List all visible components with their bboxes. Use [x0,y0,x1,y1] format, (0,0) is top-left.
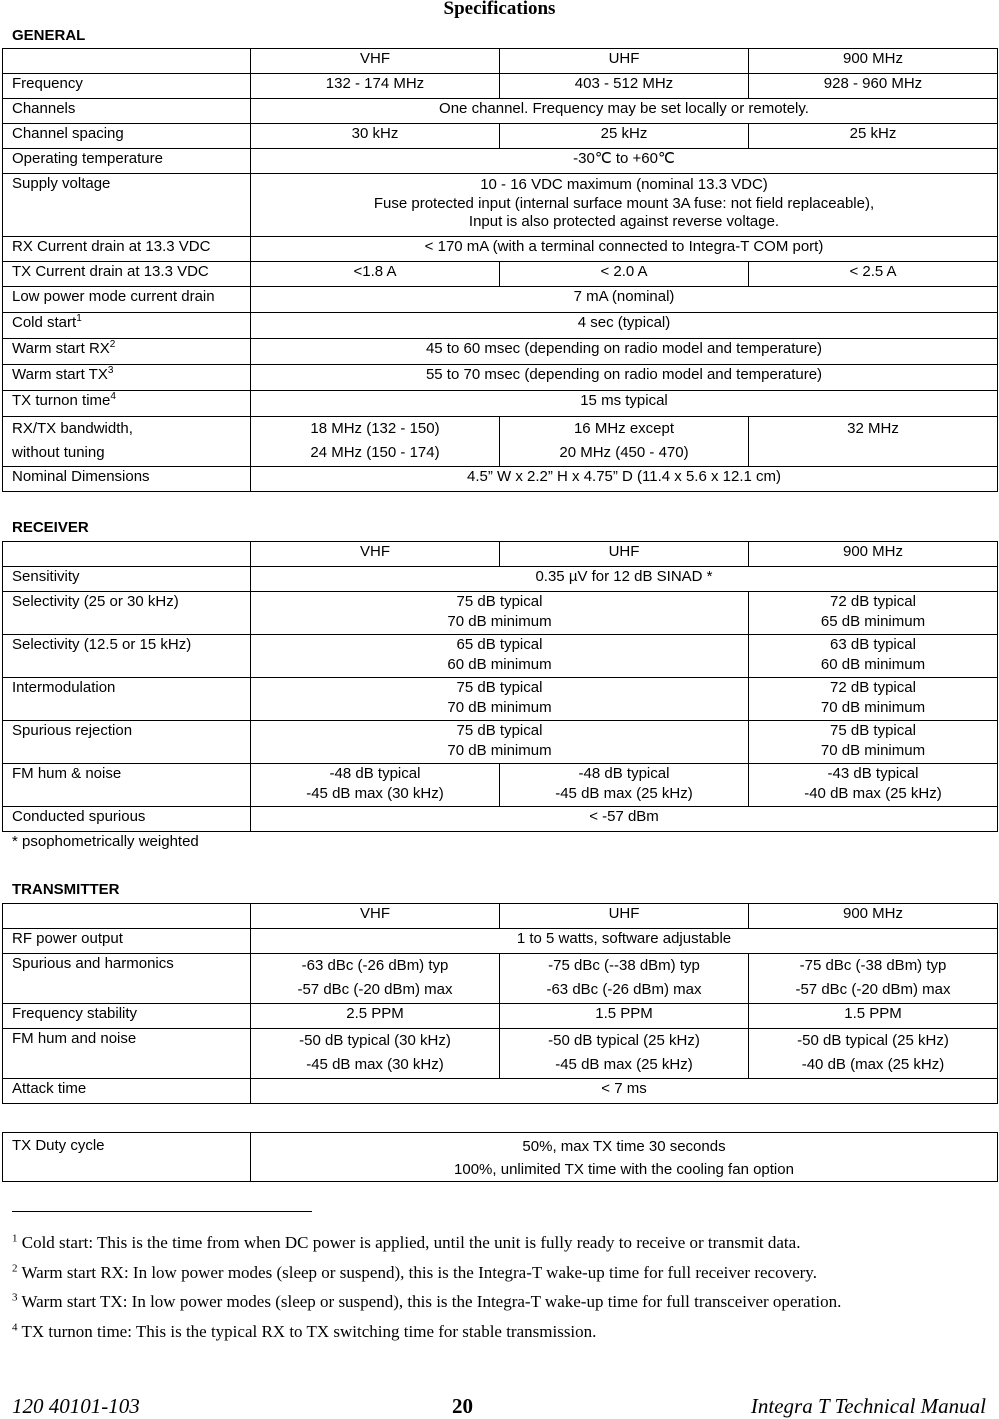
table-row: Attack time < 7 ms [3,1079,998,1104]
row-label: Selectivity (12.5 or 15 kHz) [3,635,251,678]
table-row: Spurious and harmonics -63 dBc (-26 dBm) typ -57 dBc (-20 dBm) max -75 dBc (--38 dBm) typ -63 dBc (-26 dBm) max -75 dBc (-38 dBm) typ -57 dBc (-20 dBm) max [3,954,998,1004]
row-label: Channel spacing [3,124,251,149]
row-label: Intermodulation [3,678,251,721]
row-label: Spurious and harmonics [3,954,251,1004]
col-uhf: UHF [500,904,749,929]
footnote: $^2$ Warm start RX: In low power modes (sleep or suspend), this is the Integra-T wake-up time for full receiver recovery. [12,1262,817,1282]
table-row: Intermodulation 75 dB typical 70 dB minimum 72 dB typical 70 dB minimum [3,678,998,721]
row-label: FM hum and noise [3,1029,251,1079]
col-900mhz: 900 MHz [749,49,998,74]
table-row: Warm start $TX^3$ 55 to 70 msec (depending on radio model and temperature) [3,365,998,391]
row-label: Supply voltage [3,174,251,237]
row-label: Low power mode current drain [3,287,251,313]
table-row: Frequency stability 2.5 PPM 1.5 PPM 1.5 PPM [3,1004,998,1029]
table-row: Supply voltage 10 - 16 VDC maximum (nominal 13.3 VDC) Fuse protected input (internal surface mount 3A fuse: not field replaceable), Input is also protected against reverse voltage. [3,174,998,237]
transmitter-table [2,903,998,1104]
row-label: Attack time [3,1079,251,1104]
table-row: Conducted spurious < -57 dBm [3,807,998,832]
footnote: $^4$ TX turnon time: This is the typical RX to TX switching time for stable transmission. [12,1321,597,1341]
footnote: $^3$ Warm start TX: In low power modes (sleep or suspend), this is the Integra-T wake-up time for full transceiver operation. [12,1291,842,1311]
table-row: TX Current drain at 13.3 VDC <1.8 A < 2.0 A < 2.5 A [3,262,998,287]
col-vhf: VHF [251,542,500,567]
row-label: Selectivity (25 or 30 kHz) [3,592,251,635]
general-heading: GENERAL [12,27,86,44]
row-label: Cold start$^1$ [3,313,251,339]
table-row: RX/TX bandwidth, without tuning 18 MHz (132 - 150) 24 MHz (150 - 174) 16 MHz except 20 MHz (450 - 470) 32 MHz [3,417,998,467]
table-row: RF power output 1 to 5 watts, software adjustable [3,929,998,954]
table-row: Warm start $RX^2$ 45 to 60 msec (depending on radio model and temperature) [3,339,998,365]
col-uhf: UHF [500,542,749,567]
footnote-divider [12,1211,312,1212]
row-label: RF power output [3,929,251,954]
row-label: TX Current drain at 13.3 VDC [3,262,251,287]
col-900mhz: 900 MHz [749,542,998,567]
footer-manual-title: Integra T Technical Manual [750,1394,986,1418]
table-row: Operating temperature -30℃ to +60℃ [3,149,998,174]
col-900mhz: 900 MHz [749,904,998,929]
table-row: FM hum & noise -48 dB typical -45 dB max (30 kHz) -48 dB typical -45 dB max (25 kHz) -43 dB typical -40 dB max (25 kHz) [3,764,998,807]
footer-doc-number: 120 40101-103 [12,1394,140,1418]
row-label: Spurious rejection [3,721,251,764]
row-label: Nominal Dimensions [3,467,251,492]
table-row: Selectivity (12.5 or 15 kHz) 65 dB typical 60 dB minimum 63 dB typical 60 dB minimum [3,635,998,678]
page-title: Specifications [443,0,556,19]
general-table [2,48,998,492]
table-row [3,49,998,74]
row-label: Sensitivity [3,567,251,592]
footer-page-number: 20 [452,1394,473,1418]
row-label: RX/TX bandwidth, without tuning [3,417,251,467]
row-label: FM hum & noise [3,764,251,807]
table-row: TX Duty cycle 50%, max TX time 30 seconds 100%, unlimited TX time with the cooling fan option [3,1133,998,1182]
row-label: Frequency stability [3,1004,251,1029]
row-label: Frequency [3,74,251,99]
col-vhf: VHF [251,49,500,74]
table-row [3,542,998,567]
row-label: Operating temperature [3,149,251,174]
table-row: Channel spacing 30 kHz 25 kHz 25 kHz [3,124,998,149]
row-label: TX turnon time$^4$ [3,391,251,417]
footnote: $^1$ Cold start: This is the time from when DC power is applied, until the unit is fully ready to receive or transmit data. [12,1232,801,1252]
row-label: Warm start $RX^2$ [3,339,251,365]
table-row: Frequency 132 - 174 MHz 403 - 512 MHz 928 - 960 MHz [3,74,998,99]
table-row: Sensitivity 0.35 µV for 12 dB SINAD * [3,567,998,592]
table-row: FM hum and noise -50 dB typical (30 kHz) -45 dB max (30 kHz) -50 dB typical (25 kHz) -45 dB max (25 kHz) -50 dB typical (25 kHz) -40 dB (max (25 kHz) [3,1029,998,1079]
receiver-table [2,541,998,832]
receiver-note: * psophometrically weighted [12,833,199,850]
transmitter-heading: TRANSMITTER [12,881,120,898]
table-row: Selectivity (25 or 30 kHz) 75 dB typical 70 dB minimum 72 dB typical 65 dB minimum [3,592,998,635]
table-row: Cold start$^1$ 4 sec (typical) [3,313,998,339]
table-row: Nominal Dimensions 4.5” W x 2.2” H x 4.75” D (11.4 x 5.6 x 12.1 cm) [3,467,998,492]
table-row: TX turnon time$^4$ 15 ms typical [3,391,998,417]
table-row: Spurious rejection 75 dB typical 70 dB minimum 75 dB typical 70 dB minimum [3,721,998,764]
duty-cycle-table [2,1132,998,1182]
col-uhf: UHF [500,49,749,74]
row-label: Channels [3,99,251,124]
col-vhf: VHF [251,904,500,929]
row-label: TX Duty cycle [3,1133,251,1182]
table-row [3,904,998,929]
row-label: Warm start $TX^3$ [3,365,251,391]
row-label: Conducted spurious [3,807,251,832]
table-row: Channels One channel. Frequency may be set locally or remotely. [3,99,998,124]
table-row: RX Current drain at 13.3 VDC < 170 mA (with a terminal connected to Integra-T COM port) [3,237,998,262]
table-row: Low power mode current drain 7 mA (nominal) [3,287,998,313]
row-label: RX Current drain at 13.3 VDC [3,237,251,262]
receiver-heading: RECEIVER [12,519,89,536]
